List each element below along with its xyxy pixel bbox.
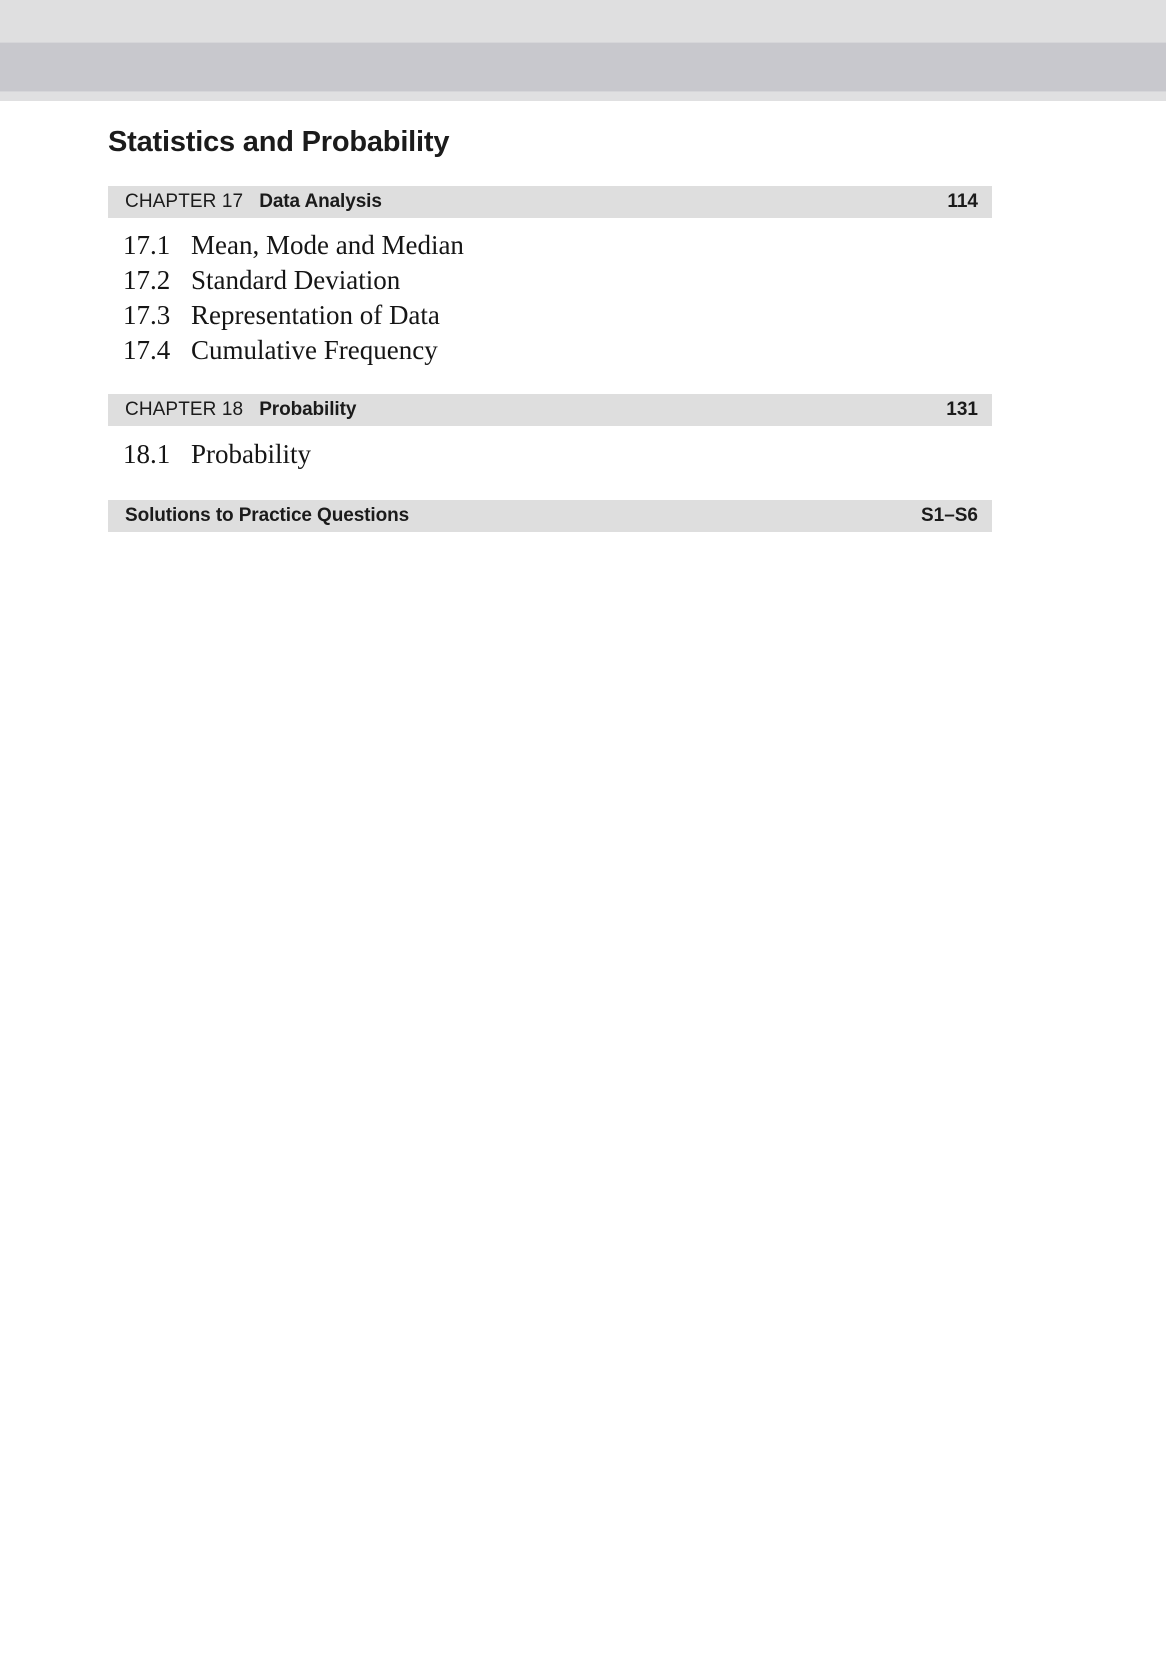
chapter-bar-17-text — [125, 191, 382, 213]
chapter-bar-17-title: Data Analysis — [259, 191, 382, 212]
chapter-bar-17-label: CHAPTER 17 — [125, 191, 244, 212]
section-title: Mean, Mode and Median — [191, 230, 464, 260]
section-number: 17.4 — [123, 335, 171, 365]
section-number: 17.2 — [123, 265, 171, 295]
section-title: Cumulative Frequency — [191, 335, 438, 365]
chapter-bar-18-title: Probability — [259, 399, 357, 420]
spacer-before-solutions-bar — [108, 472, 992, 500]
section-title: Probability — [191, 439, 311, 469]
scan-band-light-top — [0, 0, 1166, 42]
chapter-bar-18[interactable] — [108, 394, 992, 426]
spacer-after-chapter-bar-17 — [108, 218, 992, 228]
chapter-bar-18-label: CHAPTER 18 — [125, 399, 244, 420]
document-page — [0, 101, 1166, 1654]
spacer-after-chapter-bar-18 — [108, 426, 992, 437]
chapter-bar-17-page-number: 114 — [947, 191, 978, 212]
section-title: Standard Deviation — [191, 265, 401, 295]
section-list-chapter-18 — [108, 437, 992, 472]
page-title: Statistics and Probability — [108, 126, 450, 158]
list-item[interactable] — [108, 263, 992, 298]
scanner-edge-bands — [0, 0, 1166, 101]
section-title: Representation of Data — [191, 300, 440, 330]
solutions-bar-page-range: S1–S6 — [920, 505, 978, 526]
chapter-bar-18-text — [125, 399, 356, 421]
list-item[interactable] — [108, 437, 992, 472]
section-number: 17.3 — [123, 300, 171, 330]
spacer-after-title — [108, 160, 992, 186]
list-item[interactable] — [108, 228, 992, 263]
solutions-bar-title: Solutions to Practice Questions — [125, 505, 410, 526]
solutions-bar[interactable] — [108, 500, 992, 532]
table-of-contents — [108, 101, 992, 532]
list-item[interactable] — [108, 333, 992, 368]
section-number: 18.1 — [123, 439, 171, 469]
chapter-bar-17[interactable] — [108, 186, 992, 218]
chapter-bar-18-page-number: 131 — [946, 399, 978, 420]
scan-band-dark — [0, 42, 1166, 92]
list-item[interactable] — [108, 298, 992, 333]
scan-band-light-bottom — [0, 92, 1166, 101]
section-number: 17.1 — [123, 230, 171, 260]
section-list-chapter-17 — [108, 228, 992, 368]
spacer-after-section-list-17 — [108, 368, 992, 394]
